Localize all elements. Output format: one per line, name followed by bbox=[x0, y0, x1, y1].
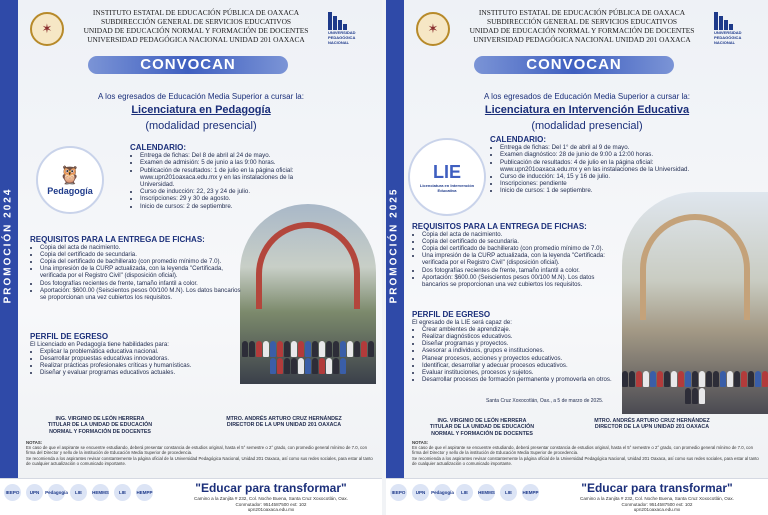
lie-logo-icon: LIE bbox=[432, 161, 461, 182]
ieepo-seal-icon: ✶ bbox=[416, 12, 450, 46]
address-line: Camino a la Zanjita # 232, Col. Noche Buena, Santa Cruz Xoxocotlán, Oax. bbox=[194, 496, 348, 501]
crowd bbox=[622, 302, 768, 404]
note-item: En caso de que el aspirante se encuentre estudiando, deberá presentar constancia de estudios original, hasta el 5° semestre o 2° grado, con promedio general mínimo de 7.0, con firma del Director y sello de la institución de Educación Media Superior de procedencia. bbox=[26, 445, 367, 456]
slogan: "Educar para transformar" bbox=[581, 481, 733, 495]
profile-intro: El egresado de la LIE será capaz de: bbox=[412, 319, 512, 327]
convocan-banner: CONVOCAN bbox=[474, 56, 674, 74]
phone-line: Conmutador: 9514587500 ext: 102 bbox=[235, 501, 307, 507]
requirements-title: REQUISITOS PARA LA ENTREGA DE FICHAS: bbox=[412, 222, 587, 231]
profile-item: • Asesorar a individuos, grupos e instituciones. bbox=[422, 347, 618, 354]
notes bbox=[412, 440, 760, 466]
calendar bbox=[130, 144, 310, 210]
upn-logo-icon: UPN bbox=[26, 484, 43, 501]
intro-text: A los egresados de Educación Media Superior a cursar la: bbox=[98, 92, 304, 101]
upn-logo-icon bbox=[714, 12, 758, 45]
promo-stripe bbox=[0, 0, 18, 480]
requirement-item: • Dos fotografías recientes de frente, tamaño infantil a color. bbox=[40, 280, 242, 287]
calendar-item: • Curso de inducción: 22, 23 y 24 de julio. bbox=[140, 188, 310, 195]
signature-a bbox=[412, 418, 552, 437]
career-title: Licenciatura en Intervención Educativa bbox=[484, 104, 690, 116]
header-line: UNIVERSIDAD PEDAGÓGICA NACIONAL UNIDAD 201 OAXACA bbox=[473, 35, 691, 44]
header-line: SUBDIRECCIÓN GENERAL DE SERVICIOS EDUCATIVOS bbox=[100, 17, 292, 26]
promo-stripe bbox=[386, 0, 404, 480]
signature-a bbox=[30, 416, 170, 435]
calendar-item: • Inscripciones: pendiente bbox=[500, 180, 690, 187]
promo-label: PROMOCIÓN 2025 bbox=[388, 187, 400, 304]
profile-intro: El Licenciado en Pedagogía tiene habilidades para: bbox=[30, 341, 169, 349]
lie-logo-icon: LIE bbox=[114, 484, 131, 501]
website-line: upn201oaxaca.edu.mx bbox=[247, 507, 295, 513]
footer-logos bbox=[4, 484, 153, 501]
hemms-logo-icon: HEMMS bbox=[478, 484, 495, 501]
upn-logo-text: UNIVERSIDAD PEDAGÓGICA NACIONAL bbox=[714, 30, 742, 45]
poster-2025 bbox=[386, 0, 768, 515]
header-line: UNIDAD DE EDUCACIÓN NORMAL Y FORMACIÓN DE DOCENTES bbox=[83, 26, 309, 35]
calendar-item: • Entrega de fichas: Del 1° de abril al 9 de mayo. bbox=[500, 144, 690, 151]
intro-text: A los egresados de Educación Media Superior a cursar la: bbox=[484, 92, 690, 101]
signature-role: NORMAL Y FORMACIÓN DE DOCENTES bbox=[49, 428, 151, 435]
header-line: UNIDAD DE EDUCACIÓN NORMAL Y FORMACIÓN DE DOCENTES bbox=[469, 26, 695, 35]
profile-item: • Desarrollar propuestas educativas innovadoras. bbox=[40, 355, 242, 362]
modality-text: (modalidad presencial) bbox=[531, 120, 643, 132]
calendar-item: • Inicio de cursos: 2 de septiembre. bbox=[140, 203, 310, 210]
requirement-item: • Copia del certificado de secundaria. bbox=[40, 251, 242, 258]
career-badge-label: Pedagogía bbox=[47, 185, 93, 196]
profile-item: • Desarrollar procesos de formación permanente y promoverla en otros. bbox=[422, 376, 618, 383]
note-item: En caso de que el aspirante se encuentre estudiando, deberá presentar constancia de estudios original, hasta el 5° semestre o 2° grado, con promedio general mínimo de 7.0, con firma del Director y sello de la institución de Educación Media Superior de procedencia. bbox=[412, 445, 753, 456]
signature-role: NORMAL Y FORMACIÓN DE DOCENTES bbox=[431, 430, 533, 437]
students-photo bbox=[240, 204, 376, 384]
profile-item: • Evaluar instituciones, procesos y sujetos. bbox=[422, 369, 618, 376]
calendar-item: • Inicio de cursos: 1 de septiembre. bbox=[500, 187, 690, 194]
address bbox=[550, 496, 764, 513]
footer bbox=[386, 478, 768, 515]
slogan: "Educar para transformar" bbox=[195, 481, 347, 495]
requirement-item: • Copia del acta de nacimiento. bbox=[40, 244, 242, 251]
poster-2024 bbox=[0, 0, 382, 515]
calendar-item: • Examen diagnóstico: 28 de junio de 9:00 a 12:00 horas. bbox=[500, 151, 690, 158]
pedagogia-logo-icon: Pedagogía bbox=[48, 484, 65, 501]
calendar bbox=[490, 136, 690, 195]
profile-item: • Realizar prácticas profesionales críticas y humanísticas. bbox=[40, 362, 242, 369]
header bbox=[26, 6, 374, 52]
convocan-banner: CONVOCAN bbox=[88, 56, 288, 74]
upn-logo-icon bbox=[328, 12, 372, 45]
signature-role: DIRECTOR DE LA UPN UNIDAD 201 OAXACA bbox=[594, 424, 710, 431]
requirement-item: • Copia del certificado de secundaria. bbox=[422, 238, 618, 245]
lie-logo-icon: LIE bbox=[500, 484, 517, 501]
profile-item: • Explicar la problemática educativa nacional. bbox=[40, 348, 242, 355]
calendar-title: CALENDARIO: bbox=[130, 143, 186, 152]
profile-item: • Realizar diagnósticos educativos. bbox=[422, 333, 618, 340]
requirement-item: • Copia del certificado de bachillerato (con promedio mínimo de 7.0). bbox=[422, 245, 618, 252]
requirements bbox=[412, 223, 618, 288]
hempp-logo-icon: HEMPP bbox=[136, 484, 153, 501]
calendar-item: • Examen de admisión: 5 de junio a las 9:00 horas. bbox=[140, 159, 310, 166]
requirement-item: • Aportación: $600.00 (Seiscientos pesos 00/100 M.N). Los datos bancarios se proporcionan una vez cubiertos los requisitos. bbox=[422, 274, 618, 288]
calendar-item: • Publicación de resultados: 1 de julio en la página oficial: www.upn201oaxaca.edu.mx y en las instalaciones de la Universidad. bbox=[140, 167, 310, 189]
notes-title: NOTAS: bbox=[26, 440, 43, 445]
signature-name: MTRO. ANDRÉS ARTURO CRUZ HERNÁNDEZ bbox=[226, 416, 342, 422]
calendar-item: • Publicación de resultados: 4 de julio en la página oficial: www.upn201oaxaca.edu.mx y en las instalaciones de la Universidad. bbox=[500, 159, 690, 173]
requirements-title: REQUISITOS PARA LA ENTREGA DE FICHAS: bbox=[30, 235, 205, 244]
header-text bbox=[66, 8, 326, 44]
profile-item: • Crear ambientes de aprendizaje. bbox=[422, 326, 618, 333]
hemms-logo-icon: HEMMS bbox=[92, 484, 109, 501]
requirement-item: • Copia del acta de nacimiento. bbox=[422, 231, 618, 238]
career-badge bbox=[408, 138, 486, 216]
profile-title: PERFIL DE EGRESO bbox=[30, 332, 109, 341]
profile-item: • Diseñar programas y proyectos. bbox=[422, 340, 618, 347]
students-photo bbox=[622, 192, 768, 414]
phone-line: Conmutador: 9514587500 ext: 102 bbox=[621, 501, 693, 507]
ieepo-logo-icon: IEEPO bbox=[390, 484, 407, 501]
profile-item: • Planear procesos, acciones y proyectos educativos. bbox=[422, 355, 618, 362]
career-badge-label: Licenciatura en Intervención Educativa bbox=[419, 182, 475, 193]
signature-b bbox=[562, 418, 742, 431]
hempp-logo-icon: HEMPP bbox=[522, 484, 539, 501]
ieepo-logo-icon: IEEPO bbox=[4, 484, 21, 501]
notes-title: NOTAS: bbox=[412, 440, 429, 445]
profile-item: • Identificar, desarrollar y adecuar procesos educativos. bbox=[422, 362, 618, 369]
signature-role: DIRECTOR DE LA UPN UNIDAD 201 OAXACA bbox=[226, 422, 342, 429]
career-badge bbox=[36, 146, 104, 214]
lie-logo-icon: LIE bbox=[456, 484, 473, 501]
header bbox=[412, 6, 760, 52]
crowd bbox=[240, 291, 376, 374]
owl-icon: 🦉 bbox=[58, 164, 82, 185]
signature-name: MTRO. ANDRÉS ARTURO CRUZ HERNÁNDEZ bbox=[594, 418, 710, 424]
requirement-item: • Una impresión de la CURP actualizada, con la leyenda "Certificada, verificada por el Registro Civil" (disposición oficial). bbox=[40, 265, 242, 279]
requirement-item: • Una impresión de la CURP actualizada, con la leyenda "Certificada: verificada por el Registro Civil" (disposición oficial). bbox=[422, 252, 618, 266]
ieepo-seal-icon: ✶ bbox=[30, 12, 64, 46]
promo-label: PROMOCIÓN 2024 bbox=[2, 187, 14, 304]
header-line: SUBDIRECCIÓN GENERAL DE SERVICIOS EDUCATIVOS bbox=[486, 17, 678, 26]
signature-b bbox=[196, 416, 372, 429]
upn-logo-icon: UPN bbox=[412, 484, 429, 501]
footer bbox=[0, 478, 382, 515]
calendar-item: • Inscripciones: 29 y 30 de agosto. bbox=[140, 195, 310, 202]
signature-role: TITULAR DE LA UNIDAD DE EDUCACIÓN bbox=[429, 424, 535, 431]
signature-name: ING. VIRGINIO DE LEÓN HERRERA bbox=[437, 418, 527, 424]
upn-logo-text: UNIVERSIDAD PEDAGÓGICA NACIONAL bbox=[328, 30, 356, 45]
requirement-item: • Aportación: $600.00 (Seiscientos pesos 00/100 M.N). Los datos bancarios se proporcionan una vez cubiertos los requisitos. bbox=[40, 287, 242, 301]
requirement-item: • Dos fotografías recientes de frente, tamaño infantil a color. bbox=[422, 267, 618, 274]
pedagogia-logo-icon: Pedagogía bbox=[434, 484, 451, 501]
header-text bbox=[452, 8, 712, 44]
notes bbox=[26, 440, 374, 466]
note-item: Se recomienda a los aspirantes revisar constantemente la página oficial de la Universidad Pedagógica Nacional, Unidad 201 Oaxaca, así como sus redes sociales, para estar al tanto de cualquier actualización o comunicado importante. bbox=[26, 455, 373, 466]
requirements bbox=[30, 236, 242, 301]
address bbox=[164, 496, 378, 513]
signature-name: ING. VIRGINIO DE LEÓN HERRERA bbox=[55, 416, 145, 422]
note-item: Se recomienda a los aspirantes revisar constantemente la página oficial de la Universidad Pedagógica Nacional, Unidad 201 Oaxaca, así como sus redes sociales, para estar al tanto de cualquier actualización o comunicado importante. bbox=[412, 455, 759, 466]
signature-role: TITULAR DE LA UNIDAD DE EDUCACIÓN bbox=[47, 422, 153, 429]
footer-logos bbox=[390, 484, 539, 501]
calendar-title: CALENDARIO: bbox=[490, 135, 546, 144]
address-line: Camino a la Zanjita # 232, Col. Noche Buena, Santa Cruz Xoxocotlán, Oax. bbox=[580, 496, 734, 501]
requirement-item: • Copia del certificado de bachillerato (con promedio mínimo de 7.0). bbox=[40, 258, 242, 265]
profile bbox=[30, 333, 242, 377]
calendar-item: • Entrega de fichas: Del 8 de abril al 24 de mayo. bbox=[140, 152, 310, 159]
issue-date: Santa Cruz Xoxocotlán, Oax., a 5 de marzo de 2025. bbox=[486, 398, 604, 404]
career-title: Licenciatura en Pedagogía bbox=[131, 104, 271, 116]
profile bbox=[412, 311, 618, 383]
profile-title: PERFIL DE EGRESO bbox=[412, 310, 491, 319]
website-line: upn201oaxaca.edu.mx bbox=[633, 507, 681, 513]
profile-item: • Diseñar y evaluar programas educativos actuales. bbox=[40, 369, 242, 376]
header-line: INSTITUTO ESTATAL DE EDUCACIÓN PÚBLICA DE OAXACA bbox=[92, 8, 300, 17]
header-line: UNIVERSIDAD PEDAGÓGICA NACIONAL UNIDAD 201 OAXACA bbox=[87, 35, 305, 44]
calendar-item: • Curso de inducción: 14, 15 y 16 de julio. bbox=[500, 173, 690, 180]
lie-logo-icon: LIE bbox=[70, 484, 87, 501]
modality-text: (modalidad presencial) bbox=[145, 120, 257, 132]
header-line: INSTITUTO ESTATAL DE EDUCACIÓN PÚBLICA DE OAXACA bbox=[478, 8, 686, 17]
